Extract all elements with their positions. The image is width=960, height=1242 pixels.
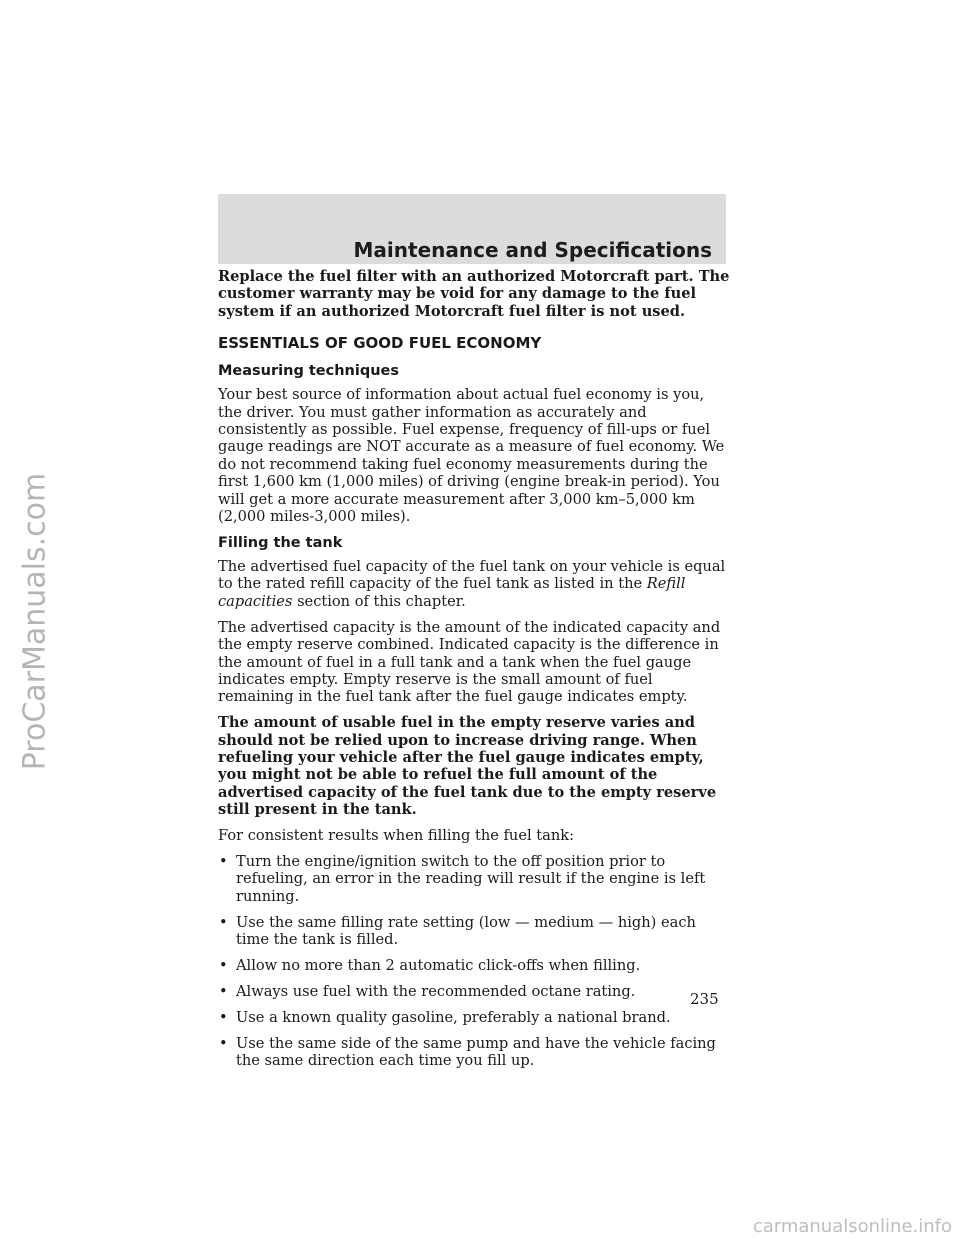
list-item-text: Use the same side of the same pump and have the vehicle facing the same direction each time you fill up. [236,1034,716,1070]
filling-p1-text: The advertised fuel capacity of the fuel tank on your vehicle is equal to the rated refill capacity of the fuel tank as listed in the [218,557,726,593]
list-item-text: Use a known quality gasoline, preferably a national brand. [236,1008,671,1026]
reserve-warning: The amount of usable fuel in the empty reserve varies and should not be relied upon to increase driving range. When refueling your vehicle after the fuel gauge indicates empty, you might not be able to refuel the full amount of the advertised capacity of the fuel tank due to the empty reserve still present in the tank. [218,714,717,819]
bullet-icon: • [219,957,228,975]
refill-capacities-reference: Refill capacities [218,575,686,610]
list-item [218,914,730,949]
list-item-text: Allow no more than 2 automatic click-offs when filling. [236,957,641,975]
filling-p1-tail: section of this chapter. [297,592,466,610]
side-watermark-text: ProCarManuals.com [17,472,53,770]
filling-paragraph-1 [218,558,730,610]
list-item-text: Turn the engine/ignition switch to the off position prior to refueling, an error in the reading will result if the engine is left running. [236,853,706,905]
measuring-paragraph: Your best source of information about actual fuel economy is you, the driver. You must gather information as accurately and consistently as possible. Fuel expense, frequency of fill-ups or fuel gauge readings are NOT accurate as a measure of fuel economy. We do not recommend taking fuel economy measurements during the first 1,600 km (1,000 miles) of driving (engine break-in period). You will get a more accurate measurement after 3,000 km–5,000 km (2,000 miles-3,000 miles). [218,386,725,526]
filling-tips-list [218,853,730,1070]
bullet-icon: • [219,983,228,1000]
bullet-icon: • [219,1034,228,1052]
measuring-heading: Measuring techniques [218,363,400,380]
section-title: Maintenance and Specifications [353,238,712,262]
list-item [218,853,730,905]
list-item-text: Use the same filling rate setting (low — medium — high) each time the tank is filled. [236,913,696,949]
list-item [218,1035,730,1070]
filling-paragraph-2: The advertised capacity is the amount of the indicated capacity and the empty reserve combined. Indicated capacity is the difference in the amount of fuel in a full tank and a tank when the fuel gauge indicates empty. Empty reserve is the small amount of fuel remaining in the fuel tank after the fuel gauge indicates empty. [218,618,721,706]
list-intro: For consistent results when filling the fuel tank: [218,827,574,845]
page-content [218,268,730,1078]
list-item-text: Always use fuel with the recommended octane rating. [236,983,636,1000]
page-number: 235 [690,990,719,1008]
section-header [218,194,726,264]
bullet-icon: • [219,913,228,931]
bullet-icon: • [219,1008,228,1026]
side-watermark [0,0,70,1242]
list-item [218,957,730,974]
bullet-icon: • [219,853,228,871]
footer-watermark: carmanualsonline.info [752,1216,952,1237]
filling-heading: Filling the tank [218,534,343,551]
section-heading: ESSENTIALS OF GOOD FUEL ECONOMY [218,334,542,353]
list-item [218,983,730,1000]
intro-paragraph: Replace the fuel filter with an authorized Motorcraft part. The customer warranty may be void for any damage to the fuel system if an authorized Motorcraft fuel filter is not used. [218,268,730,320]
list-item [218,1009,730,1026]
